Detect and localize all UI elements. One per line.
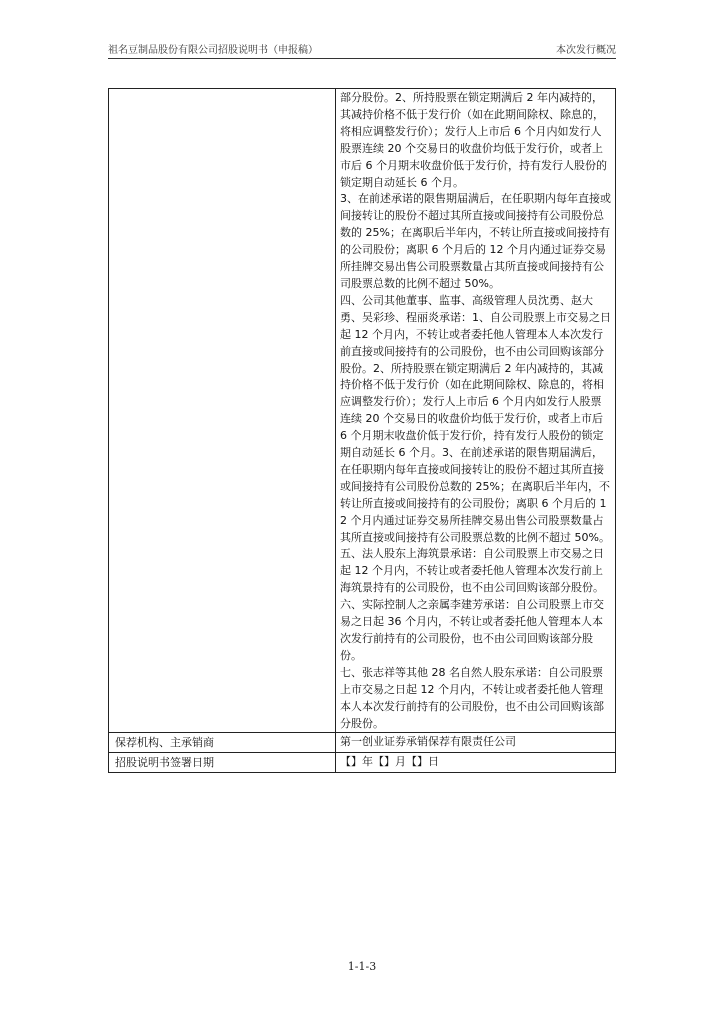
commitment-paragraph: 部分股份。2、所持股票在锁定期满后 2 年内减持的，其减持价格不低于发行价（如在此期间除权、除息的，将相应调整发行价）；发行人上市后 6 个月内如发行人股票连续 20 个交易日的收盘价均低于发行价，或者上市后 6 个月期末收盘价低于发行价，持有发行人股份的锁定期自动延长 6 个月。 [340, 91, 607, 189]
sponsor-value: 第一创业证券承销保荐有限责任公司 [336, 733, 616, 753]
page-header [108, 41, 616, 59]
commitment-paragraph: 四、公司其他董事、监事、高级管理人员沈勇、赵大勇、吴彩珍、程丽炎承诺：1、自公司股票上市交易之日起 12 个月内，不转让或者委托他人管理本人本次发行前直接或间接持有的公司股份，也不由公司回购该部分股份。2、所持股票在锁定期满后 2 年内减持的，其减持价格不低于发行价（如在此期间除权、除息的，将相应调整发行价）；发行人上市后 6 个月内如发行人股票连续 20 个交易日的收盘价均低于发行价，或者上市后 6 个月期末收盘价低于发行价，持有发行人股份的锁定期自动延长 6 个月。3、在前述承诺的限售期届满后，在任职期内每年直接或间接转让的股份不超过其所直接或间接持有公司股份总数的 25%；在离职后半年内，不转让所直接或间接持有的公司股份；离职 6 个月后的 12 个月内通过证券交易所挂牌交易出售公司股票数量占其所直接或间接持有公司股票总数的比例不超过 50%。 [340, 293, 611, 544]
commitment-paragraph: 六、实际控制人之亲属李建芳承诺：自公司股票上市交易之日起 36 个月内，不转让或者委托他人管理本人本次发行前持有的公司股份，也不由公司回购该部分股份。 [340, 598, 604, 662]
header-document-title: 祖名豆制品股份有限公司招股说明书（申报稿） [108, 45, 318, 56]
table-row [109, 733, 616, 753]
signing-date-value: 【】年【】月【】日 [336, 753, 616, 773]
commitment-paragraph: 3、在前述承诺的限售期届满后，在任职期内每年直接或间接转让的股份不超过其所直接或间接持有公司股份总数的 25%；在离职后半年内，不转让所直接或间接持有的公司股份；离职 6 个月后的 12 个月内通过证券交易所挂牌交易出售公司股票数量占其所直接或间接持有公司股票总数的比例不超过 50%。 [340, 192, 611, 290]
sponsor-label: 保荐机构、主承销商 [109, 733, 336, 753]
offering-overview-table [108, 88, 616, 773]
commitments-cell [336, 89, 616, 733]
commitment-paragraph: 七、张志祥等其他 28 名自然人股东承诺：自公司股票上市交易之日起 12 个月内，不转让或者委托他人管理本人本次发行前持有的公司股份，也不由公司回购该部分股份。 [340, 665, 604, 730]
header-section-title: 本次发行概况 [556, 45, 616, 56]
table-row [109, 753, 616, 773]
page-number: 1-1-3 [347, 960, 377, 973]
header-divider [108, 58, 616, 59]
commitment-paragraph: 五、法人股东上海筑景承诺：自公司股票上市交易之日起 12 个月内，不转让或者委托他人管理本次发行前上海筑景持有的公司股份，也不由公司回购该部分股份。 [340, 547, 604, 595]
signing-date-label: 招股说明书签署日期 [109, 753, 336, 773]
table-row [109, 89, 616, 733]
table-cell-empty-label [109, 89, 336, 733]
